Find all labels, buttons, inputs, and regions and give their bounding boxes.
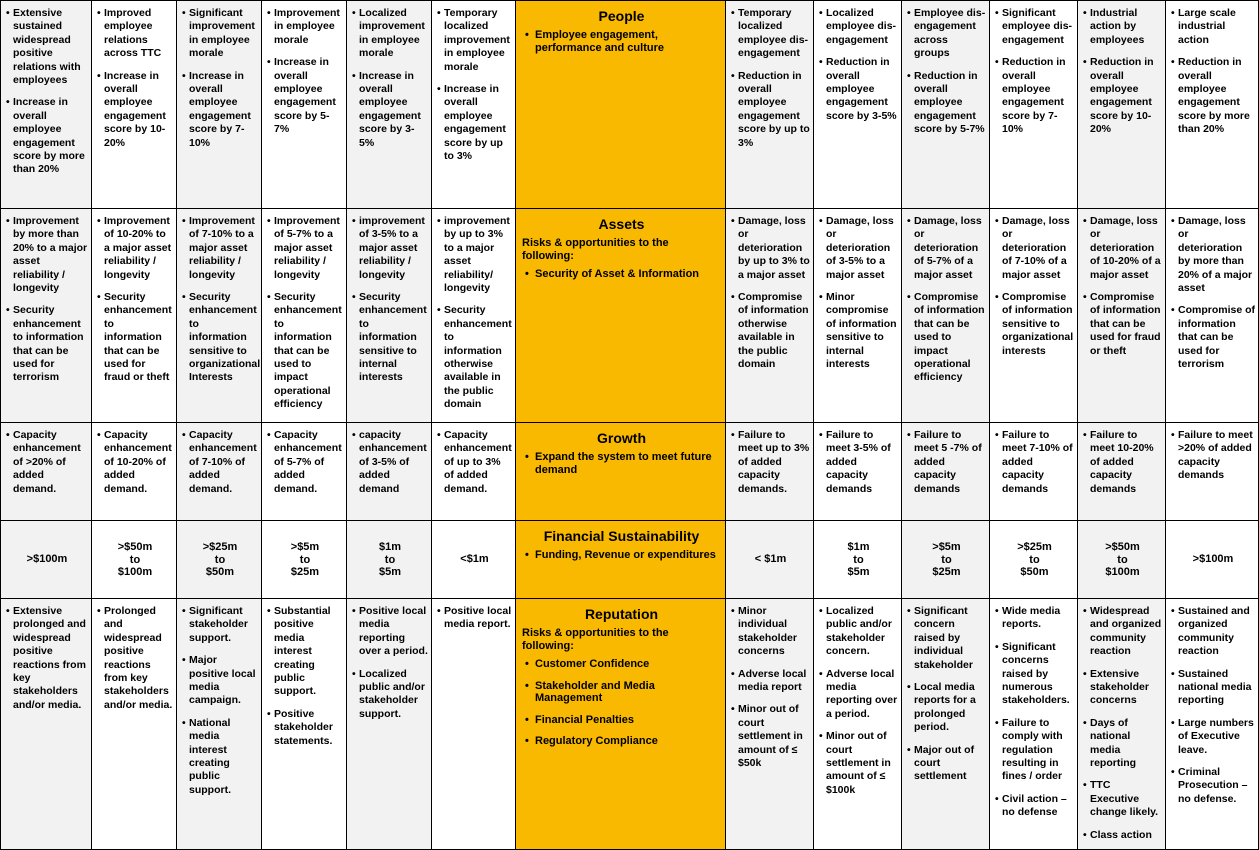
- assets-risk-cell-6: [1165, 208, 1259, 423]
- criteria-item: • Adverse local media reporting over a period.: [819, 668, 898, 722]
- criteria-item: • Improvement by more than 20% to a major asset reliability / longevity: [6, 215, 88, 295]
- growth-opportunity-cell-1: [0, 422, 92, 521]
- criteria-item: • Major out of court settlement: [907, 744, 986, 784]
- people-opportunity-cell-3: [176, 0, 262, 209]
- people-opportunity-cell-6: [431, 0, 516, 209]
- financial-range-value: >$25m to $50m: [202, 541, 238, 578]
- criteria-item: • Prolonged and widespread positive reactions from key stakeholders and/or media.: [97, 605, 173, 712]
- assets-risk-cell-4: [989, 208, 1078, 423]
- assets-risk-cell-2: [813, 208, 902, 423]
- people-risk-cell-3: [901, 0, 990, 209]
- reputation-opportunity-cell-1: [0, 598, 92, 850]
- criteria-item: • Security enhancement to information otherwise available in the public domain: [437, 304, 512, 411]
- category-item: • Employee engagement, performance and culture: [522, 29, 721, 54]
- financial-sustainability-opportunity-cell-1: [0, 520, 92, 599]
- criteria-item: • Minor compromise of information sensitive to internal interests: [819, 291, 898, 371]
- growth-risk-cell-2: [813, 422, 902, 521]
- criteria-item: • Improved employee relations across TTC: [97, 7, 173, 61]
- financial-range-value: >$50m to $100m: [1105, 541, 1140, 578]
- criteria-item: • Capacity enhancement of up to 3% of added demand.: [437, 429, 512, 496]
- people-risk-cell-5: [1077, 0, 1166, 209]
- criteria-item: • Failure to meet 3-5% of added capacity demands: [819, 429, 898, 496]
- reputation-risk-cell-6: [1165, 598, 1259, 850]
- criteria-item: • Extensive stakeholder concerns: [1083, 668, 1162, 708]
- criteria-item: • Localized public and/or stakeholder concern.: [819, 605, 898, 659]
- criteria-item: • Failure to meet 7-10% of added capacity demands: [995, 429, 1074, 496]
- criteria-item: • Capacity enhancement of >20% of added demand.: [6, 429, 88, 496]
- criteria-item: • Temporary localized employee dis-engagement: [731, 7, 810, 61]
- criteria-item: • Adverse local media report: [731, 668, 810, 695]
- criteria-item: • Criminal Prosecution – no defense.: [1171, 766, 1255, 806]
- criteria-item: • Localized improvement in employee morale: [352, 7, 428, 61]
- criteria-item: • Reduction in overall employee engagement score by up to 3%: [731, 70, 810, 150]
- criteria-item: • Failure to meet 5 -7% of added capacity demands: [907, 429, 986, 496]
- reputation-opportunity-cell-2: [91, 598, 177, 850]
- criteria-item: • Security enhancement to information that can be used for terrorism: [6, 304, 88, 384]
- assets-risk-cell-5: [1077, 208, 1166, 423]
- criteria-item: • Compromise of information that can be used to impact operational efficiency: [907, 291, 986, 385]
- criteria-item: • Increase in overall employee engagement score by 5-7%: [267, 56, 343, 136]
- criteria-item: • Significant improvement in employee morale: [182, 7, 258, 61]
- criteria-item: • Local media reports for a prolonged period.: [907, 681, 986, 735]
- category-title: Assets: [598, 216, 645, 232]
- growth-risk-cell-1: [725, 422, 814, 521]
- assets-opportunity-cell-6: [431, 208, 516, 423]
- financial-range-value: $1m to $5m: [847, 541, 870, 578]
- financial-sustainability-risk-cell-3: [901, 520, 990, 599]
- criteria-item: • Localized public and/or stakeholder support.: [352, 668, 428, 722]
- people-risk-cell-4: [989, 0, 1078, 209]
- criteria-item: • Capacity enhancement of 7-10% of added demand.: [182, 429, 258, 496]
- financial-sustainability-risk-cell-4: [989, 520, 1078, 599]
- criteria-item: • Damage, loss or deterioration of 10-20% of a major asset: [1083, 215, 1162, 282]
- growth-opportunity-cell-5: [346, 422, 432, 521]
- category-item: • Funding, Revenue or expenditures: [522, 549, 721, 562]
- criteria-item: • Positive stakeholder statements.: [267, 708, 343, 748]
- criteria-item: • Compromise of information that can be used for terrorism: [1171, 304, 1255, 371]
- criteria-item: • Improvement in employee morale: [267, 7, 343, 47]
- criteria-item: • Capacity enhancement of 5-7% of added demand.: [267, 429, 343, 496]
- growth-opportunity-cell-6: [431, 422, 516, 521]
- criteria-item: • Capacity enhancement of 10-20% of added demand.: [97, 429, 173, 496]
- criteria-item: • Compromise of information otherwise available in the public domain: [731, 291, 810, 371]
- category-item-list: [522, 549, 721, 562]
- criteria-item: • Failure to meet 10-20% of added capacity demands: [1083, 429, 1162, 496]
- criteria-item: • Widespread and organized community reaction: [1083, 605, 1162, 659]
- people-opportunity-cell-2: [91, 0, 177, 209]
- category-assets: [515, 208, 726, 423]
- category-subtitle: Risks & opportunities to the following:: [522, 237, 669, 262]
- reputation-risk-cell-3: [901, 598, 990, 850]
- criteria-item: • Security enhancement to information sensitive to organizational Interests: [182, 291, 258, 385]
- criteria-item: • Class action: [1083, 829, 1162, 842]
- assets-opportunity-cell-1: [0, 208, 92, 423]
- reputation-risk-cell-2: [813, 598, 902, 850]
- criteria-item: • Extensive prolonged and widespread positive reactions from key stakeholders and/or media.: [6, 605, 88, 712]
- criteria-item: • TTC Executive change likely.: [1083, 779, 1162, 819]
- financial-sustainability-opportunity-cell-4: [261, 520, 347, 599]
- criteria-item: • Temporary localized improvement in employee morale: [437, 7, 512, 74]
- financial-range-value: >$100m: [26, 553, 68, 565]
- criteria-item: • Minor out of court settlement in amount of ≤ $100k: [819, 730, 898, 797]
- financial-range-value: >$25m to $50m: [1017, 541, 1052, 578]
- criteria-item: • National media interest creating public support.: [182, 717, 258, 797]
- criteria-item: • Reduction in overall employee engagement score by 10-20%: [1083, 56, 1162, 136]
- category-reputation: [515, 598, 726, 850]
- growth-opportunity-cell-2: [91, 422, 177, 521]
- criteria-item: • Large scale industrial action: [1171, 7, 1255, 47]
- criteria-item: • Reduction in overall employee engagement score by 5-7%: [907, 70, 986, 137]
- assets-opportunity-cell-5: [346, 208, 432, 423]
- category-title: Reputation: [584, 606, 659, 622]
- criteria-item: • Improvement of 10-20% to a major asset reliability / longevity: [97, 215, 173, 282]
- criteria-item: • Reduction in overall employee engagement score by more than 20%: [1171, 56, 1255, 136]
- financial-range-value: >$100m: [1192, 553, 1234, 565]
- category-item: • Expand the system to meet future demand: [522, 451, 721, 476]
- criteria-item: • Damage, loss or deterioration of 5-7% of a major asset: [907, 215, 986, 282]
- financial-range-value: >$50m to $100m: [117, 541, 153, 578]
- criteria-item: • Minor out of court settlement in amount of ≤ $50k: [731, 703, 810, 770]
- criteria-item: • Damage, loss or deterioration by up to 3% to a major asset: [731, 215, 810, 282]
- category-item-list: [522, 658, 721, 748]
- category-item-list: [522, 451, 721, 476]
- criteria-item: • Large numbers of Executive leave.: [1171, 717, 1255, 757]
- reputation-opportunity-cell-4: [261, 598, 347, 850]
- criteria-item: • Security enhancement to information that can be used for fraud or theft: [97, 291, 173, 385]
- criteria-item: • Extensive sustained widespread positive relations with employees: [6, 7, 88, 87]
- people-opportunity-cell-4: [261, 0, 347, 209]
- assets-opportunity-cell-2: [91, 208, 177, 423]
- growth-risk-cell-4: [989, 422, 1078, 521]
- assets-risk-cell-3: [901, 208, 990, 423]
- criteria-item: • Sustained and organized community reaction: [1171, 605, 1255, 659]
- category-financial-sustainability: [515, 520, 726, 599]
- criteria-item: • Improvement of 7-10% to a major asset reliability / longevity: [182, 215, 258, 282]
- category-item: • Customer Confidence: [522, 658, 721, 671]
- financial-sustainability-opportunity-cell-5: [346, 520, 432, 599]
- criteria-item: • Positive local media report.: [437, 605, 512, 632]
- assets-opportunity-cell-3: [176, 208, 262, 423]
- criteria-item: • Damage, loss or deterioration of 3-5% to a major asset: [819, 215, 898, 282]
- criteria-item: • Localized employee dis-engagement: [819, 7, 898, 47]
- people-risk-cell-2: [813, 0, 902, 209]
- criteria-item: • Significant concerns raised by numerous stakeholders.: [995, 641, 1074, 708]
- criteria-item: • Failure to meet >20% of added capacity demands: [1171, 429, 1255, 483]
- reputation-risk-cell-1: [725, 598, 814, 850]
- category-item: • Stakeholder and Media Management: [522, 680, 721, 705]
- financial-sustainability-opportunity-cell-2: [91, 520, 177, 599]
- category-item: • Security of Asset & Information: [522, 268, 721, 281]
- criteria-item: • Days of national media reporting: [1083, 717, 1162, 771]
- people-risk-cell-6: [1165, 0, 1259, 209]
- criteria-item: • Civil action – no defense: [995, 793, 1074, 820]
- criteria-item: • Industrial action by employees: [1083, 7, 1162, 47]
- criteria-item: • Significant concern raised by individual stakeholder: [907, 605, 986, 672]
- category-growth: [515, 422, 726, 521]
- financial-sustainability-opportunity-cell-3: [176, 520, 262, 599]
- category-title: Growth: [597, 430, 646, 446]
- growth-opportunity-cell-3: [176, 422, 262, 521]
- category-title: People: [598, 8, 645, 24]
- criteria-item: • Major positive local media campaign.: [182, 654, 258, 708]
- criteria-item: • Failure to comply with regulation resulting in fines / order: [995, 717, 1074, 784]
- criteria-item: • Increase in overall employee engagement score by 10-20%: [97, 70, 173, 150]
- criteria-item: • Damage, loss or deterioration by more than 20% of a major asset: [1171, 215, 1255, 295]
- reputation-opportunity-cell-5: [346, 598, 432, 850]
- criteria-item: • Positive local media reporting over a period.: [352, 605, 428, 659]
- criteria-item: • improvement of 3-5% to a major asset reliability / longevity: [352, 215, 428, 282]
- criteria-item: • Increase in overall employee engagement score by up to 3%: [437, 83, 512, 163]
- category-subtitle: Risks & opportunities to the following:: [522, 627, 669, 652]
- growth-risk-cell-3: [901, 422, 990, 521]
- criteria-item: • Increase in overall employee engagement score by more than 20%: [6, 96, 88, 176]
- financial-range-value: < $1m: [754, 553, 787, 565]
- category-item-list: [522, 268, 721, 281]
- reputation-risk-cell-4: [989, 598, 1078, 850]
- reputation-opportunity-cell-6: [431, 598, 516, 850]
- criteria-item: • Compromise of information that can be used for fraud or theft: [1083, 291, 1162, 358]
- criteria-item: • Employee dis-engagement across groups: [907, 7, 986, 61]
- criteria-item: • Substantial positive media interest creating public support.: [267, 605, 343, 699]
- category-item: • Regulatory Compliance: [522, 735, 721, 748]
- growth-opportunity-cell-4: [261, 422, 347, 521]
- financial-range-value: <$1m: [460, 553, 489, 565]
- criteria-item: • Compromise of information sensitive to organizational interests: [995, 291, 1074, 358]
- category-item-list: [522, 29, 721, 54]
- category-title: Financial Sustainability: [543, 528, 700, 544]
- criteria-item: • Increase in overall employee engagement score by 3-5%: [352, 70, 428, 150]
- criteria-item: • Reduction in overall employee engagement score by 3-5%: [819, 56, 898, 123]
- financial-sustainability-risk-cell-5: [1077, 520, 1166, 599]
- financial-range-value: $1m to $5m: [378, 541, 402, 578]
- growth-risk-cell-6: [1165, 422, 1259, 521]
- category-item: • Financial Penalties: [522, 714, 721, 727]
- criteria-item: • Increase in overall employee engagement score by 7-10%: [182, 70, 258, 150]
- assets-opportunity-cell-4: [261, 208, 347, 423]
- criteria-item: • Reduction in overall employee engagement score by 7-10%: [995, 56, 1074, 136]
- financial-range-value: >$5m to $25m: [932, 541, 961, 578]
- criteria-item: • Wide media reports.: [995, 605, 1074, 632]
- criteria-item: • Significant employee dis-engagement: [995, 7, 1074, 47]
- people-opportunity-cell-1: [0, 0, 92, 209]
- criteria-item: • Security enhancement to information that can be used to impact operational efficiency: [267, 291, 343, 412]
- reputation-risk-cell-5: [1077, 598, 1166, 850]
- criteria-item: • Failure to meet up to 3% of added capacity demands.: [731, 429, 810, 496]
- criteria-item: • Minor individual stakeholder concerns: [731, 605, 810, 659]
- criteria-item: • Security enhancement to information sensitive to internal interests: [352, 291, 428, 385]
- financial-sustainability-risk-cell-2: [813, 520, 902, 599]
- criteria-item: • capacity enhancement of 3-5% of added demand: [352, 429, 428, 496]
- criteria-item: • Improvement of 5-7% to a major asset reliability / longevity: [267, 215, 343, 282]
- reputation-opportunity-cell-3: [176, 598, 262, 850]
- people-risk-cell-1: [725, 0, 814, 209]
- assets-risk-cell-1: [725, 208, 814, 423]
- criteria-item: • Significant stakeholder support.: [182, 605, 258, 645]
- criteria-item: • improvement by up to 3% to a major asset reliability/ longevity: [437, 215, 512, 295]
- financial-sustainability-opportunity-cell-6: [431, 520, 516, 599]
- criteria-item: • Sustained national media reporting: [1171, 668, 1255, 708]
- financial-sustainability-risk-cell-6: [1165, 520, 1259, 599]
- people-opportunity-cell-5: [346, 0, 432, 209]
- criteria-item: • Damage, loss or deterioration of 7-10% of a major asset: [995, 215, 1074, 282]
- financial-sustainability-risk-cell-1: [725, 520, 814, 599]
- category-people: [515, 0, 726, 209]
- growth-risk-cell-5: [1077, 422, 1166, 521]
- financial-range-value: >$5m to $25m: [290, 541, 320, 578]
